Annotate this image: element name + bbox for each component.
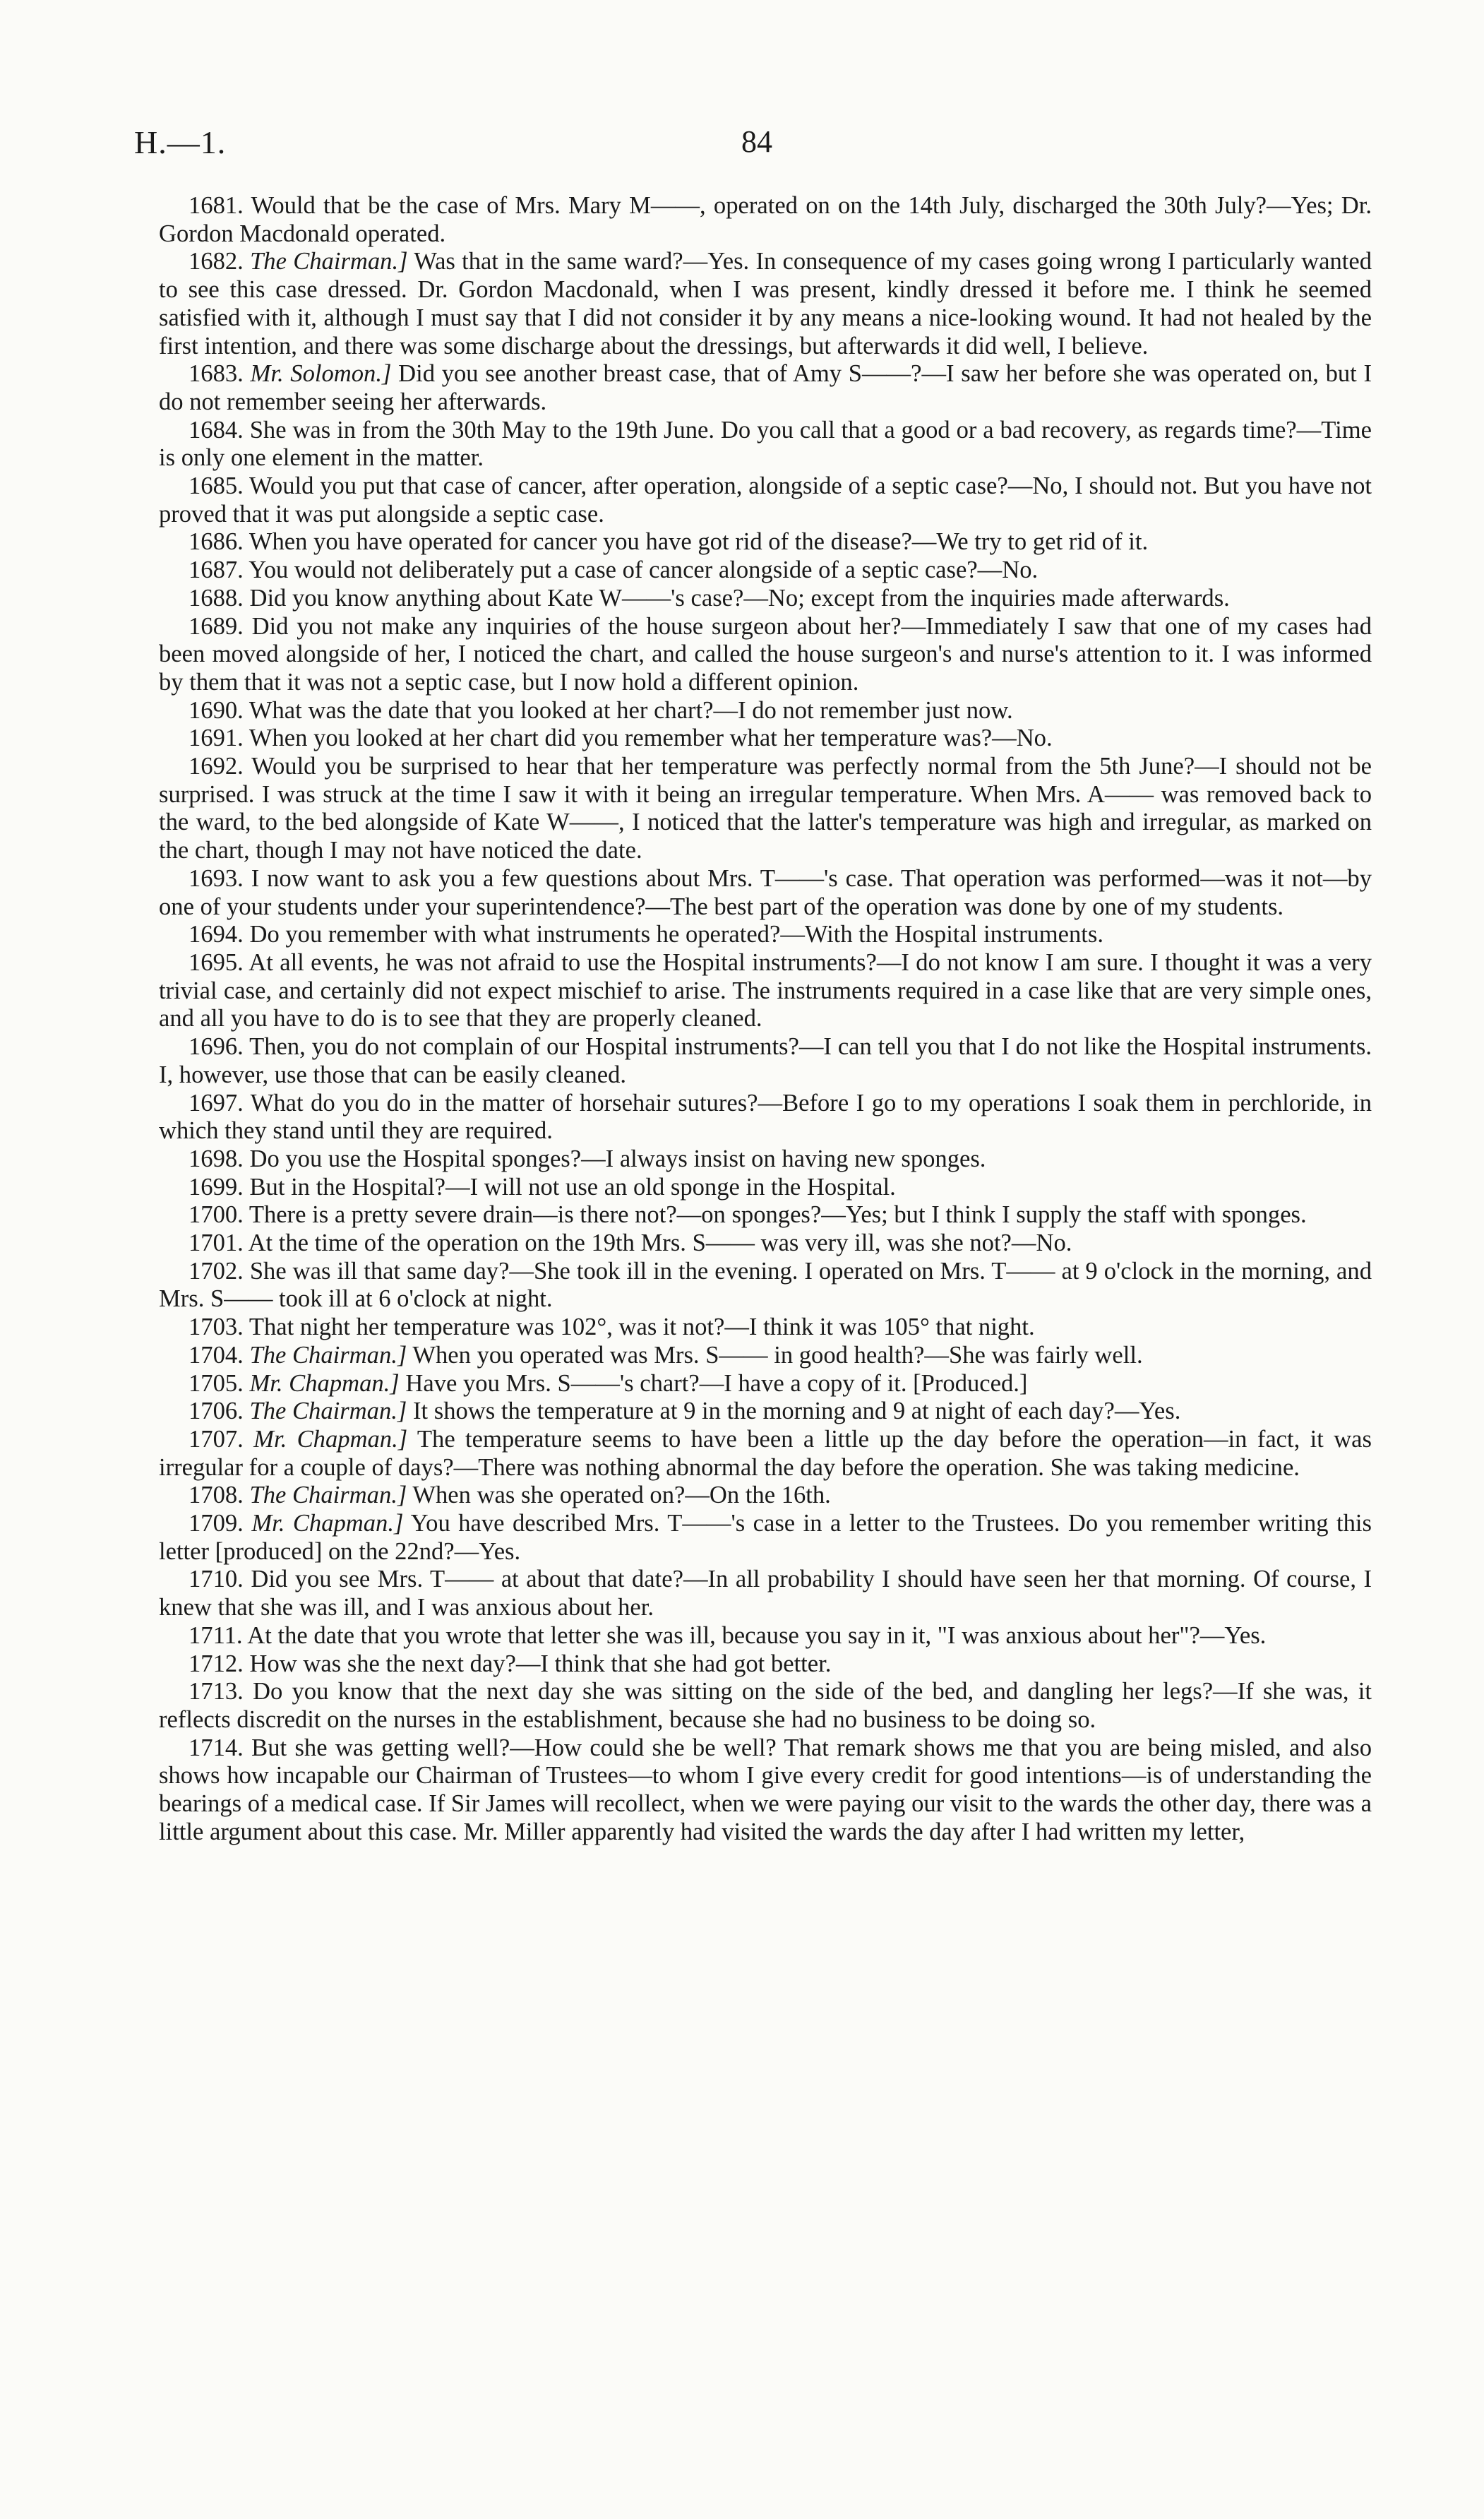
question-paragraph [159, 1426, 1372, 1482]
question-paragraph [159, 472, 1372, 528]
question-text: At the date that you wrote that letter she was ill, because you say in it, "I was anxious about her"?—Yes. [247, 1621, 1267, 1649]
question-text: Would you put that case of cancer, after operation, alongside of a septic case?—No, I should not. But you have not proved that it was put alongside a septic case. [159, 472, 1372, 528]
question-number: 1690. [189, 696, 244, 724]
question-paragraph [159, 1201, 1372, 1229]
question-text: Did you see another breast case, that of Amy S——?—I saw her before she was operated on, but I do not remember seeing her afterwards. [159, 360, 1372, 415]
question-number: 1685. [189, 472, 244, 500]
question-number: 1681. [189, 192, 244, 219]
question-number: 1711. [189, 1621, 243, 1649]
question-paragraph [159, 697, 1372, 725]
speaker-label: Mr. Chapman.] [253, 1425, 408, 1453]
question-text: When you have operated for cancer you have got rid of the disease?—We try to get rid of it. [249, 528, 1149, 556]
question-paragraph [159, 1258, 1372, 1314]
question-paragraph [159, 1033, 1372, 1089]
question-paragraph [159, 753, 1372, 865]
question-paragraph [159, 1734, 1372, 1847]
speaker-label: Mr. Chapman.] [251, 1510, 404, 1537]
question-text: When was she operated on?—On the 16th. [412, 1482, 831, 1509]
question-number: 1689. [189, 612, 244, 640]
question-paragraph [159, 1622, 1372, 1650]
question-number: 1684. [189, 416, 244, 443]
question-text: Would that be the case of Mrs. Mary M——, operated on on the 14th July, discharged the 30th July?—Yes; Dr. Gordon Macdonald operated. [159, 192, 1372, 247]
question-number: 1695. [189, 948, 244, 976]
question-number: 1707. [189, 1425, 244, 1453]
question-number: 1712. [189, 1650, 244, 1677]
question-number: 1697. [189, 1089, 244, 1116]
question-text: At all events, he was not afraid to use the Hospital instruments?—I do not know I am sure. I thought it was a very trivial case, and certainly did not expect mischief to arise. The instruments required in a case like that are very simple ones, and all you have to do is to see that they are properly cleaned. [159, 948, 1372, 1032]
question-text: Do you use the Hospital sponges?—I always insist on having new sponges. [249, 1145, 986, 1172]
question-text: Did you see Mrs. T—— at about that date?—In all probability I should have seen her that morning. Of course, I knew that she was ill, and I was anxious about her. [159, 1566, 1372, 1621]
question-number: 1688. [189, 584, 244, 612]
question-number: 1700. [189, 1201, 244, 1229]
question-text: You have described Mrs. T——'s case in a letter to the Trustees. Do you remember writing this letter [produced] on the 22nd?—Yes. [159, 1510, 1372, 1565]
question-text: But she was getting well?—How could she be well? That remark shows me that you are being misled, and also shows how incapable our Chairman of Trustees—to whom I give every credit for good intentions—is of understanding the bearings of a medical case. If Sir James will recollect, when we were paying our visit to the wards the other day, there was a little argument about this case. Mr. Miller apparently had visited the wards the day after I had written my letter, [159, 1734, 1372, 1845]
question-number: 1709. [189, 1510, 244, 1537]
question-text: Did you not make any inquiries of the house surgeon about her?—Immediately I saw that one of my cases had been moved alongside of her, I noticed the chart, and called the house surgeon's and nurse's attention to it. I was informed by them that it was not a septic case, but I now hold a different opinion. [159, 612, 1372, 696]
speaker-label: Mr. Chapman.] [249, 1369, 400, 1397]
question-text: How was she the next day?—I think that she had got better. [249, 1650, 832, 1677]
speaker-label: The Chairman.] [250, 248, 408, 275]
evidence-transcript [159, 192, 1372, 1846]
question-number: 1691. [189, 725, 244, 752]
question-text: Did you know anything about Kate W——'s case?—No; except from the inquiries made afterwards. [249, 584, 1230, 612]
question-paragraph [159, 865, 1372, 921]
question-number: 1704. [189, 1341, 244, 1369]
question-text: Do you remember with what instruments he operated?—With the Hospital instruments. [249, 921, 1104, 948]
question-text: At the time of the operation on the 19th Mrs. S—— was very ill, was she not?—No. [248, 1229, 1072, 1257]
speaker-label: The Chairman.] [249, 1398, 407, 1425]
question-number: 1706. [189, 1398, 244, 1425]
question-text: She was ill that same day?—She took ill in the evening. I operated on Mrs. T—— at 9 o'clock in the morning, and Mrs. S—— took ill at 6 o'clock at night. [159, 1257, 1372, 1313]
speaker-label: The Chairman.] [249, 1482, 407, 1509]
question-number: 1692. [189, 753, 244, 780]
question-paragraph [159, 1145, 1372, 1174]
question-text: Do you know that the next day she was sitting on the side of the bed, and dangling her legs?—If she was, it reflects discredit on the nurses in the establishment, because she had no business to be doing so. [159, 1678, 1372, 1733]
question-number: 1705. [189, 1369, 244, 1397]
question-paragraph [159, 1174, 1372, 1202]
question-number: 1693. [189, 864, 244, 892]
question-number: 1714. [189, 1734, 244, 1761]
question-paragraph [159, 585, 1372, 613]
question-paragraph [159, 1678, 1372, 1734]
question-paragraph [159, 1370, 1372, 1398]
question-text: There is a pretty severe drain—is there not?—on sponges?—Yes; but I think I supply the staff with sponges. [249, 1201, 1307, 1229]
question-paragraph [159, 725, 1372, 753]
question-paragraph [159, 1090, 1372, 1145]
question-number: 1698. [189, 1145, 244, 1172]
question-text: When you looked at her chart did you remember what her temperature was?—No. [249, 725, 1053, 752]
question-number: 1687. [189, 556, 244, 584]
question-paragraph [159, 949, 1372, 1033]
page-number: 84 [741, 124, 772, 159]
question-text: Was that in the same ward?—Yes. In consequence of my cases going wrong I particularly wanted to see this case dressed. Dr. Gordon Macdonald, when I was present, kindly dressed it before me. I think he seemed satisfied with it, although I must say that I did not consider it by any means a nice-looking wound. It had not healed by the first intention, and there was some discharge about the dressings, but afterwards it did well, I believe. [159, 248, 1372, 359]
question-number: 1696. [189, 1033, 244, 1061]
question-text: That night her temperature was 102°, was it not?—I think it was 105° that night. [249, 1314, 1035, 1341]
question-paragraph [159, 921, 1372, 949]
question-paragraph [159, 613, 1372, 697]
question-text: What was the date that you looked at her chart?—I do not remember just now. [249, 696, 1013, 724]
question-text: Have you Mrs. S——'s chart?—I have a copy of it. [Produced.] [405, 1369, 1028, 1397]
question-paragraph [159, 1482, 1372, 1510]
question-number: 1694. [189, 921, 244, 948]
question-text: You would not deliberately put a case of cancer alongside of a septic case?—No. [249, 556, 1039, 584]
question-text: Then, you do not complain of our Hospital instruments?—I can tell you that I do not like the Hospital instruments. I, however, use those that can be easily cleaned. [159, 1033, 1372, 1088]
question-text: I now want to ask you a few questions about Mrs. T——'s case. That operation was performed—was it not—by one of your students under your superintendence?—The best part of the operation was done by one of my students. [159, 864, 1372, 920]
speaker-label: Mr. Solomon.] [250, 360, 392, 388]
question-number: 1686. [189, 528, 244, 556]
speaker-label: The Chairman.] [249, 1341, 407, 1369]
question-number: 1713. [189, 1678, 244, 1705]
question-number: 1702. [189, 1257, 244, 1285]
document-reference: H.—1. [134, 124, 227, 160]
question-paragraph [159, 528, 1372, 556]
question-number: 1703. [189, 1314, 244, 1341]
question-paragraph [159, 360, 1372, 416]
question-number: 1708. [189, 1482, 244, 1509]
question-paragraph [159, 556, 1372, 585]
question-paragraph [159, 1398, 1372, 1426]
question-number: 1683. [189, 360, 244, 388]
question-paragraph [159, 1342, 1372, 1370]
question-number: 1710. [189, 1566, 244, 1593]
question-paragraph [159, 248, 1372, 360]
question-number: 1682. [189, 248, 244, 275]
question-text: But in the Hospital?—I will not use an old sponge in the Hospital. [249, 1173, 896, 1201]
question-paragraph [159, 1650, 1372, 1679]
question-number: 1701. [189, 1229, 244, 1257]
question-paragraph [159, 1566, 1372, 1621]
question-paragraph [159, 1229, 1372, 1258]
question-number: 1699. [189, 1173, 244, 1201]
question-text: When you operated was Mrs. S—— in good health?—She was fairly well. [412, 1341, 1143, 1369]
question-paragraph [159, 192, 1372, 248]
page-header [134, 124, 1377, 166]
question-paragraph [159, 1510, 1372, 1566]
question-text: The temperature seems to have been a little up the day before the operation—in fact, it was irregular for a couple of days?—There was nothing abnormal the day before the operation. She was taking medicine. [159, 1425, 1372, 1481]
question-text: Would you be surprised to hear that her temperature was perfectly normal from the 5th June?—I should not be surprised. I was struck at the time I saw it with it being an irregular temperature. When Mrs. A—— was removed back to the ward, to the bed alongside of Kate W——, I noticed that the latter's temperature was high and irregular, as marked on the chart, though I may not have noticed the date. [159, 753, 1372, 864]
question-paragraph [159, 1314, 1372, 1342]
question-text: What do you do in the matter of horsehair sutures?—Before I go to my operations I soak them in perchloride, in which they stand until they are required. [159, 1089, 1372, 1145]
question-text: It shows the temperature at 9 in the morning and 9 at night of each day?—Yes. [413, 1398, 1181, 1425]
question-text: She was in from the 30th May to the 19th June. Do you call that a good or a bad recovery, as regards time?—Time is only one element in the matter. [159, 416, 1372, 472]
question-paragraph [159, 417, 1372, 472]
